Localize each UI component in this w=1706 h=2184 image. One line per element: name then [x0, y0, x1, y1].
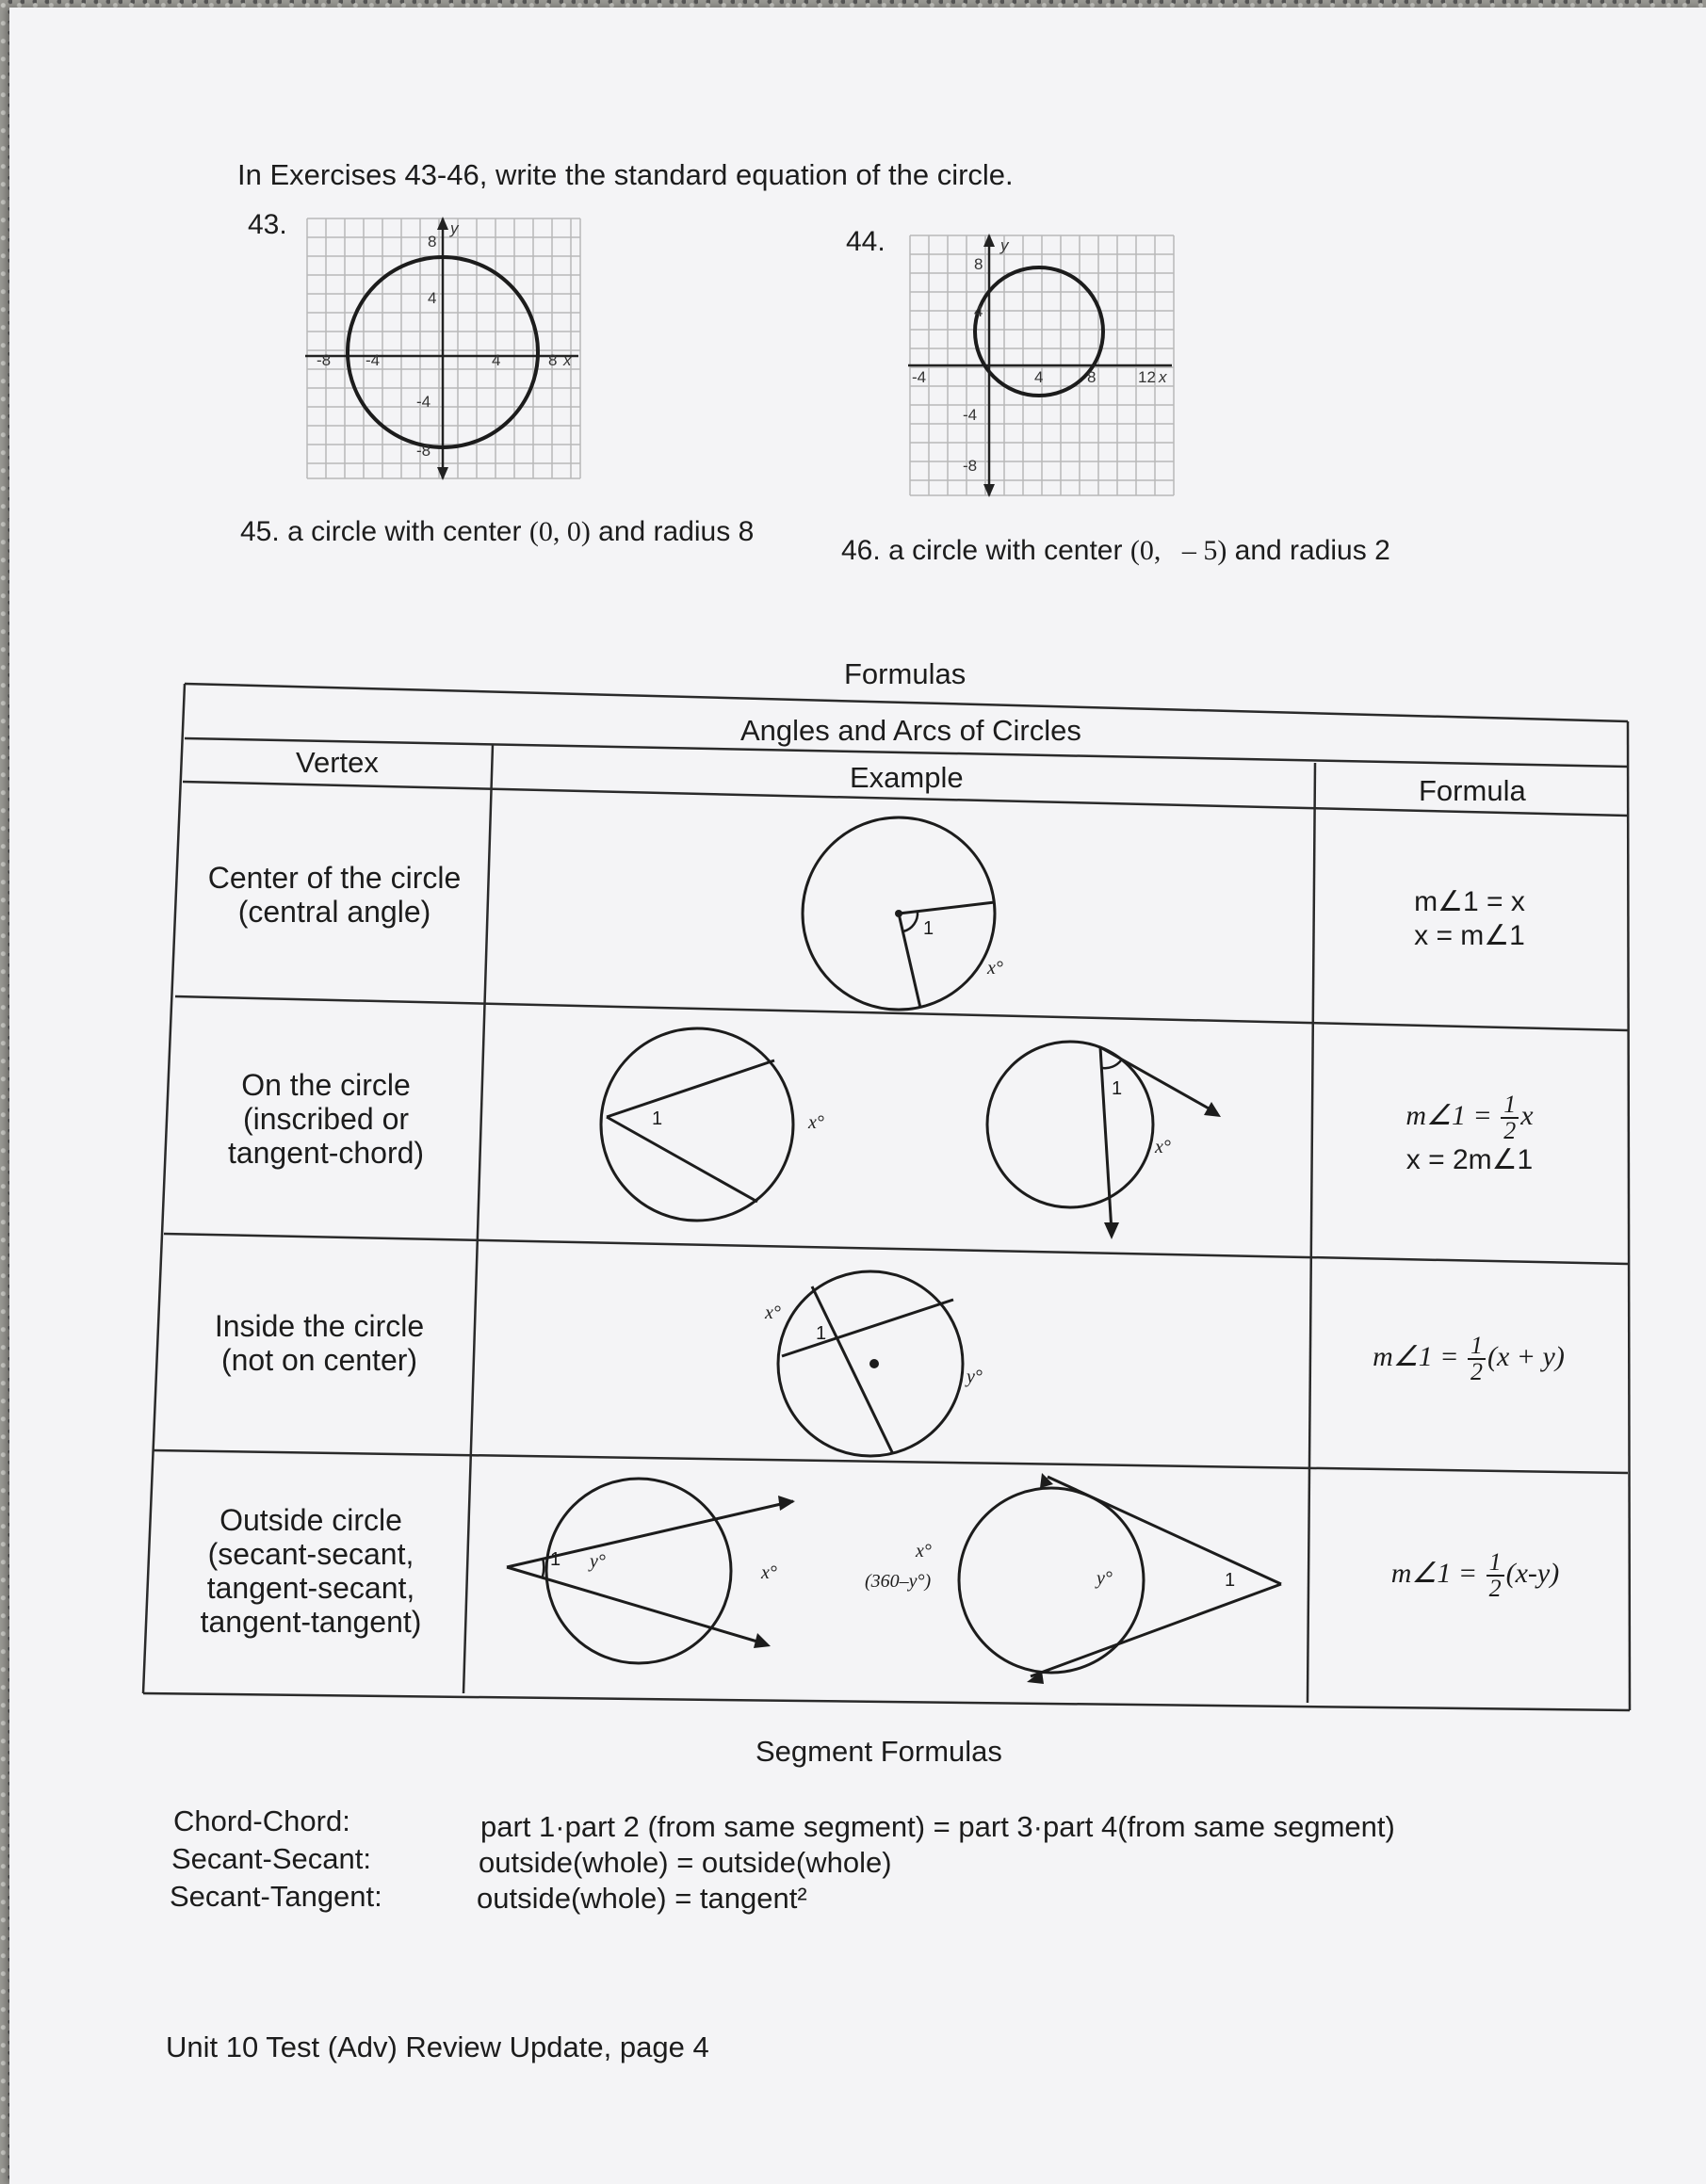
- arc-label: y°: [590, 1551, 606, 1572]
- angle-label: 1: [816, 1323, 827, 1344]
- tick: 12: [1138, 368, 1156, 386]
- tick: -4: [963, 406, 978, 424]
- arc-label-x: x°: [916, 1541, 932, 1561]
- formula-rhs: (x + y): [1487, 1340, 1565, 1372]
- tick: -8: [963, 457, 978, 475]
- tick: -4: [416, 393, 431, 411]
- vertex-cell-outside: [156, 1503, 465, 1639]
- vertex-cell-center: [185, 861, 484, 929]
- diagram-inside-angle: [754, 1266, 983, 1465]
- diagram-tangent-chord: [980, 1036, 1234, 1247]
- arc-label: y°: [967, 1367, 983, 1387]
- vertex-line: (inscribed or: [242, 1102, 410, 1136]
- angle-label: 1: [923, 918, 934, 939]
- exercise-46-text-a: a circle with center: [888, 535, 1130, 566]
- arc-label: x°: [1155, 1137, 1171, 1157]
- exercise-44-number: 44.: [846, 226, 885, 257]
- axis-label-y: y: [1000, 236, 1009, 254]
- tick: 8: [428, 233, 437, 251]
- formulas-heading: Formulas: [844, 657, 967, 690]
- axis-label-x: x: [1159, 368, 1167, 386]
- tick: 4: [492, 351, 501, 369]
- exercise-46-center: (0, – 5): [1129, 535, 1227, 566]
- formula-inscribed-angle: [1338, 1092, 1601, 1177]
- axis-label-x: x: [563, 351, 572, 369]
- vertex-line: (not on center): [220, 1343, 418, 1377]
- tick: -8: [317, 351, 332, 369]
- exercise-46-number: 46.: [841, 535, 881, 566]
- vertex-line: tangent-tangent): [200, 1605, 422, 1639]
- tick: 8: [1087, 368, 1097, 386]
- segment-formula-secant-secant: outside(whole) = outside(whole): [479, 1846, 892, 1879]
- vertex-line: Center of the circle: [207, 861, 462, 895]
- segment-label-chord-chord: Chord-Chord:: [173, 1804, 350, 1837]
- formula-line: x = 2m∠1: [1405, 1144, 1534, 1175]
- fraction-numerator: 1: [1468, 1334, 1486, 1360]
- tick: 8: [974, 255, 983, 273]
- arc-label: x°: [765, 1302, 781, 1323]
- arc-label: x°: [808, 1112, 824, 1133]
- vertex-line: Outside circle: [219, 1503, 402, 1537]
- table-title: Angles and Arcs of Circles: [740, 714, 1081, 747]
- vertex-cell-on-circle: [175, 1068, 477, 1170]
- segment-formula-chord-chord: part 1·part 2 (from same segment) = part 3·part 4(from same segment): [480, 1810, 1395, 1843]
- vertex-line: On the circle: [241, 1068, 411, 1102]
- segment-formulas-heading: Segment Formulas: [756, 1735, 1002, 1768]
- angle-label: 1: [550, 1549, 561, 1570]
- diagram-inscribed-angle: [599, 1025, 853, 1232]
- formula-lhs: m∠1 =: [1405, 1099, 1492, 1131]
- arc-label: x°: [987, 958, 1003, 979]
- fraction-denominator: 2: [1470, 1358, 1483, 1385]
- formula-lhs: m∠1 =: [1373, 1340, 1459, 1372]
- axis-label-y: y: [450, 219, 459, 237]
- angle-label: 1: [652, 1108, 663, 1129]
- tick: -4: [912, 368, 927, 386]
- tick: 8: [548, 351, 558, 369]
- column-header-example: Example: [850, 761, 964, 794]
- tick: 4: [974, 302, 983, 320]
- vertex-line: (secant-secant,: [207, 1537, 414, 1571]
- angle-label: 1: [1112, 1078, 1123, 1099]
- tick: -4: [366, 351, 381, 369]
- formula-inside-angle: [1323, 1334, 1615, 1384]
- exercise-45-center: (0, 0): [528, 516, 591, 547]
- exercise-45-text-b: and radius 8: [590, 516, 755, 547]
- formula-lhs: m∠1 =: [1390, 1557, 1478, 1589]
- vertex-cell-inside: [166, 1309, 473, 1377]
- formula-line: x = m∠1: [1414, 920, 1525, 951]
- formula-rhs: x: [1520, 1099, 1534, 1131]
- fraction-numerator: 1: [1487, 1550, 1504, 1577]
- segment-label-secant-secant: Secant-Secant:: [171, 1842, 371, 1875]
- exercise-45-text-a: a circle with center: [287, 516, 529, 547]
- formula-line: m∠1 = x: [1414, 886, 1525, 917]
- page-footer: Unit 10 Test (Adv) Review Update, page 4: [166, 2030, 709, 2063]
- formula-outside-angle: [1343, 1550, 1607, 1601]
- column-header-vertex: Vertex: [296, 746, 379, 779]
- column-header-formula: Formula: [1419, 774, 1526, 807]
- fraction-denominator: 2: [1503, 1117, 1517, 1144]
- vertex-line: Inside the circle: [214, 1309, 425, 1343]
- exercise-45-number: 45.: [240, 516, 280, 547]
- vertex-line: tangent-chord): [227, 1136, 425, 1170]
- formula-central-angle: [1347, 885, 1592, 953]
- vertex-line: tangent-secant,: [206, 1571, 415, 1605]
- vertex-line: (central angle): [237, 895, 431, 929]
- exercise-43-number: 43.: [248, 209, 287, 240]
- diagram-tangent-tangent: [951, 1469, 1292, 1686]
- arc-label-expression: (360–y°): [865, 1571, 932, 1592]
- tick: 4: [1034, 368, 1044, 386]
- segment-label-secant-tangent: Secant-Tangent:: [170, 1880, 382, 1913]
- arc-label: y°: [1097, 1568, 1113, 1589]
- diagram-secant-secant: [499, 1479, 810, 1667]
- tick: 4: [428, 289, 437, 307]
- exercise-46-text-b: and radius 2: [1227, 535, 1390, 566]
- tick: -8: [416, 442, 431, 460]
- segment-formula-secant-tangent: outside(whole) = tangent²: [477, 1882, 807, 1915]
- fraction-numerator: 1: [1501, 1092, 1519, 1119]
- fraction-denominator: 2: [1488, 1575, 1502, 1602]
- diagram-central-angle: [791, 812, 1017, 1017]
- instructions: In Exercises 43-46, write the standard equation of the circle.: [237, 158, 1014, 191]
- angle-label: 1: [1225, 1570, 1236, 1591]
- formula-rhs: (x-y): [1505, 1557, 1560, 1589]
- arc-label: x°: [761, 1562, 777, 1583]
